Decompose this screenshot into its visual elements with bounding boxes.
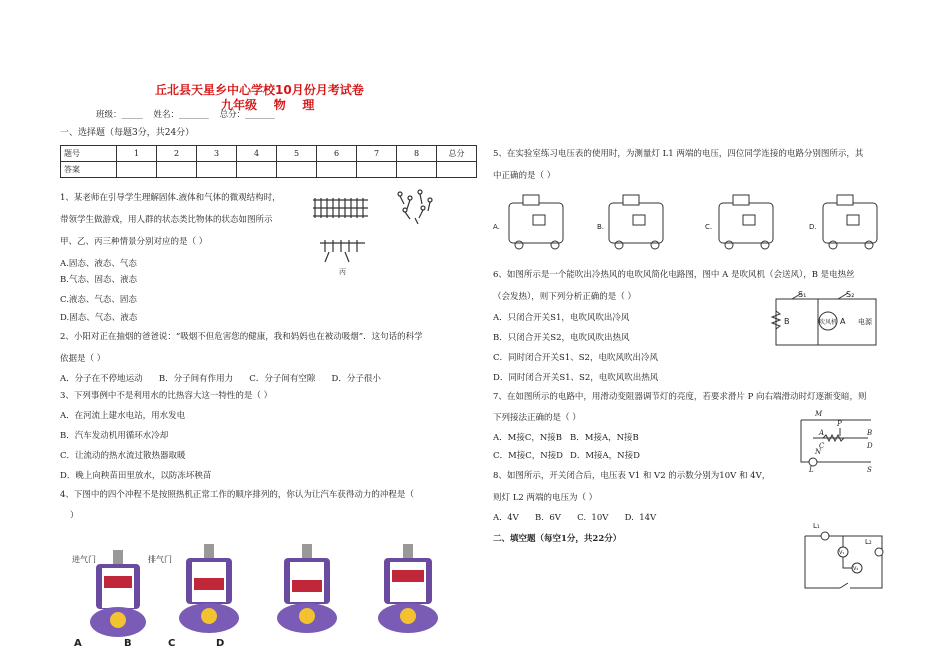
q8-v1-label: V₁ bbox=[839, 550, 845, 556]
engine-c-icon bbox=[277, 544, 337, 633]
table-cell: 总分 bbox=[437, 146, 477, 162]
table-cell: 3 bbox=[197, 146, 237, 162]
q1-option-c: C.液态、气态、固态 bbox=[60, 295, 137, 305]
q1-crowd-figure bbox=[305, 188, 465, 278]
q6-line-1: 6、如图所示是一个能吹出冷热风的电吹风简化电路图，图中 A 是吹风机（会送风），B 是电热丝 bbox=[493, 270, 855, 280]
q6-s2-label: S₂ bbox=[846, 290, 855, 299]
q3-line-1: 3、下列事例中不是利用水的比热容大这一特性的是（ ） bbox=[60, 391, 273, 401]
q6-line-2: （会发热），则下列分析正确的是（ ） bbox=[493, 292, 636, 302]
q7-option-c: C．M接C，N接D bbox=[493, 451, 563, 461]
q7-option-b: B．M接A，N接B bbox=[570, 433, 639, 443]
q1-fig-label: 丙 bbox=[339, 268, 346, 276]
q7-l-label: L bbox=[809, 466, 814, 474]
q8-line-1: 8、如图所示，开关闭合后，电压表 V1 和 V2 的示数分别为10V 和 4V， bbox=[493, 471, 771, 481]
answer-cell[interactable] bbox=[157, 162, 197, 178]
table-row bbox=[61, 146, 477, 162]
exam-title: 丘北县天星乡中心学校10月份月考试卷 bbox=[155, 83, 364, 97]
engine-b-icon bbox=[179, 544, 239, 633]
answer-cell[interactable] bbox=[237, 162, 277, 178]
q5-line-2: 中正确的是（ ） bbox=[493, 171, 556, 181]
table-cell: 答案 bbox=[61, 162, 117, 178]
q6-option-a: A．只闭合开关S1，电吹风吹出冷风 bbox=[493, 313, 630, 323]
q7-n-label: N bbox=[815, 448, 822, 456]
table-cell: 2 bbox=[157, 146, 197, 162]
q7-a-label: A bbox=[819, 429, 825, 437]
section-2-heading: 二、填空题（每空1分，共22分） bbox=[493, 534, 622, 544]
q3-option-a: A．在河流上建水电站，用水发电 bbox=[60, 411, 186, 421]
q2-line-1: 2、小阳对正在抽烟的爸爸说：“吸烟不但危害您的健康，我和妈妈也在被动吸烟”．这句话的科学 bbox=[60, 332, 423, 342]
student-info: 班级：_____ 姓名：_______ 总分：_______ bbox=[96, 110, 275, 120]
q3-option-b: B．汽车发动机用循环水冷却 bbox=[60, 431, 169, 441]
q6-option-d: D．同时闭合开关S1、S2，电吹风吹出热风 bbox=[493, 373, 659, 383]
answer-cell[interactable] bbox=[197, 162, 237, 178]
q6-s1-label: S₁ bbox=[798, 290, 807, 299]
table-cell: 4 bbox=[237, 146, 277, 162]
q4-label-d: D bbox=[216, 638, 225, 649]
q8-circuit-figure bbox=[795, 518, 890, 594]
q7-c-label: C bbox=[819, 442, 825, 450]
q7-m-label: M bbox=[815, 410, 823, 418]
q5-circuit-b-icon bbox=[609, 195, 663, 249]
q4-engine-figures bbox=[68, 540, 448, 640]
q5-line-1: 5、在实验室练习电压表的使用时，为测量灯 L1 两端的电压，四位同学连接的电路分别图所示，其 bbox=[493, 149, 864, 159]
q1-option-a: A.固态、液态、气态 bbox=[60, 259, 137, 269]
q6-circuit-figure bbox=[770, 287, 880, 349]
q8-l1-label: L₁ bbox=[813, 522, 820, 530]
q4-label-b: B bbox=[124, 638, 132, 649]
q4-label-a: A bbox=[74, 638, 82, 649]
table-cell: 题号 bbox=[61, 146, 117, 162]
q2-options: A．分子在不停地运动 B．分子间有作用力 C．分子间有空隙 D．分子很小 bbox=[60, 374, 381, 384]
q7-b-label: B bbox=[867, 429, 873, 437]
q6-motor-label: 吹风机 bbox=[819, 319, 838, 326]
q2-line-2: 依据是（ ） bbox=[60, 354, 106, 364]
q8-line-2: 则灯 L2 两端的电压为（ ） bbox=[493, 493, 598, 503]
q4-line-1: 4、下图中的四个冲程不是按照热机正常工作的顺序排列的，你认为让汽车获得动力的冲程是（ bbox=[60, 490, 414, 500]
q4-inlet-label: 进气门 bbox=[72, 555, 96, 564]
q7-d-label: D bbox=[867, 442, 873, 450]
exam-subtitle: 九年级 物 理 bbox=[221, 98, 315, 112]
answer-cell[interactable] bbox=[317, 162, 357, 178]
answer-cell[interactable] bbox=[117, 162, 157, 178]
q5-label-a: A. bbox=[493, 223, 500, 231]
q5-label-b: B. bbox=[597, 223, 605, 231]
q6-a-label: A bbox=[840, 317, 846, 326]
answer-table bbox=[60, 145, 477, 178]
q5-circuit-c-icon bbox=[719, 195, 773, 249]
q8-l2-label: L₂ bbox=[865, 538, 872, 546]
section-1-heading: 一、选择题（每题3分，共24分） bbox=[60, 128, 195, 138]
q7-option-a: A．M接C，N接B bbox=[493, 433, 563, 443]
answer-cell[interactable] bbox=[437, 162, 477, 178]
q1-line-3: 甲、乙、丙三种情景分别对应的是（ ） bbox=[60, 237, 208, 247]
q7-circuit-figure bbox=[793, 408, 883, 474]
q6-b-label: B bbox=[784, 317, 790, 326]
q6-power-label: 电源 bbox=[858, 318, 872, 326]
q1-line-2: 带领学生做游戏，用人群的状态类比物体的状态如图所示 bbox=[60, 215, 273, 225]
q5-label-c: C. bbox=[705, 223, 713, 231]
q5-label-d: D. bbox=[809, 223, 817, 231]
q4-line-2: ） bbox=[70, 511, 79, 521]
q3-option-c: C．让流动的热水流过散热器取暖 bbox=[60, 451, 186, 461]
q4-label-c: C bbox=[168, 638, 176, 649]
answer-cell[interactable] bbox=[277, 162, 317, 178]
q1-option-d: D.固态、气态、液态 bbox=[60, 313, 138, 323]
q4-outlet-label: 排气门 bbox=[148, 555, 172, 564]
table-cell: 8 bbox=[397, 146, 437, 162]
q7-line-1: 7、在如图所示的电路中，用滑动变阻器调节灯的亮度，若要求滑片 P 向右端滑动时灯逐渐变暗，则 bbox=[493, 392, 867, 402]
q6-option-b: B．只闭合开关S2，电吹风吹出热风 bbox=[493, 333, 630, 343]
q1-line-1: 1、某老师在引导学生理解固体.液体和气体的微观结构时， bbox=[60, 193, 281, 203]
q7-p-label: P bbox=[837, 420, 842, 428]
table-cell: 7 bbox=[357, 146, 397, 162]
q1-option-b: B.气态、固态、液态 bbox=[60, 275, 137, 285]
q7-s-label: S bbox=[867, 466, 872, 474]
engine-a-icon bbox=[90, 550, 146, 637]
q7-option-d: D．M接A，N接D bbox=[570, 451, 640, 461]
q5-circuit-figures bbox=[493, 193, 893, 255]
engine-d-icon bbox=[378, 544, 438, 633]
q3-option-d: D．晚上向秧苗田里放水，以防冻坏秧苗 bbox=[60, 471, 212, 481]
q5-circuit-a-icon bbox=[509, 195, 563, 249]
q8-v2-label: V₂ bbox=[853, 566, 859, 572]
answer-cell[interactable] bbox=[357, 162, 397, 178]
answer-cell[interactable] bbox=[397, 162, 437, 178]
table-cell: 5 bbox=[277, 146, 317, 162]
q5-circuit-d-icon bbox=[823, 195, 877, 249]
q8-options: A. 4V B. 6V C. 10V D. 14V bbox=[493, 513, 657, 523]
table-row bbox=[61, 162, 477, 178]
q7-line-2: 下列接法正确的是（ ） bbox=[493, 413, 581, 423]
q6-option-c: C．同时闭合开关S1、S2，电吹风吹出冷风 bbox=[493, 353, 658, 363]
table-cell: 6 bbox=[317, 146, 357, 162]
table-cell: 1 bbox=[117, 146, 157, 162]
